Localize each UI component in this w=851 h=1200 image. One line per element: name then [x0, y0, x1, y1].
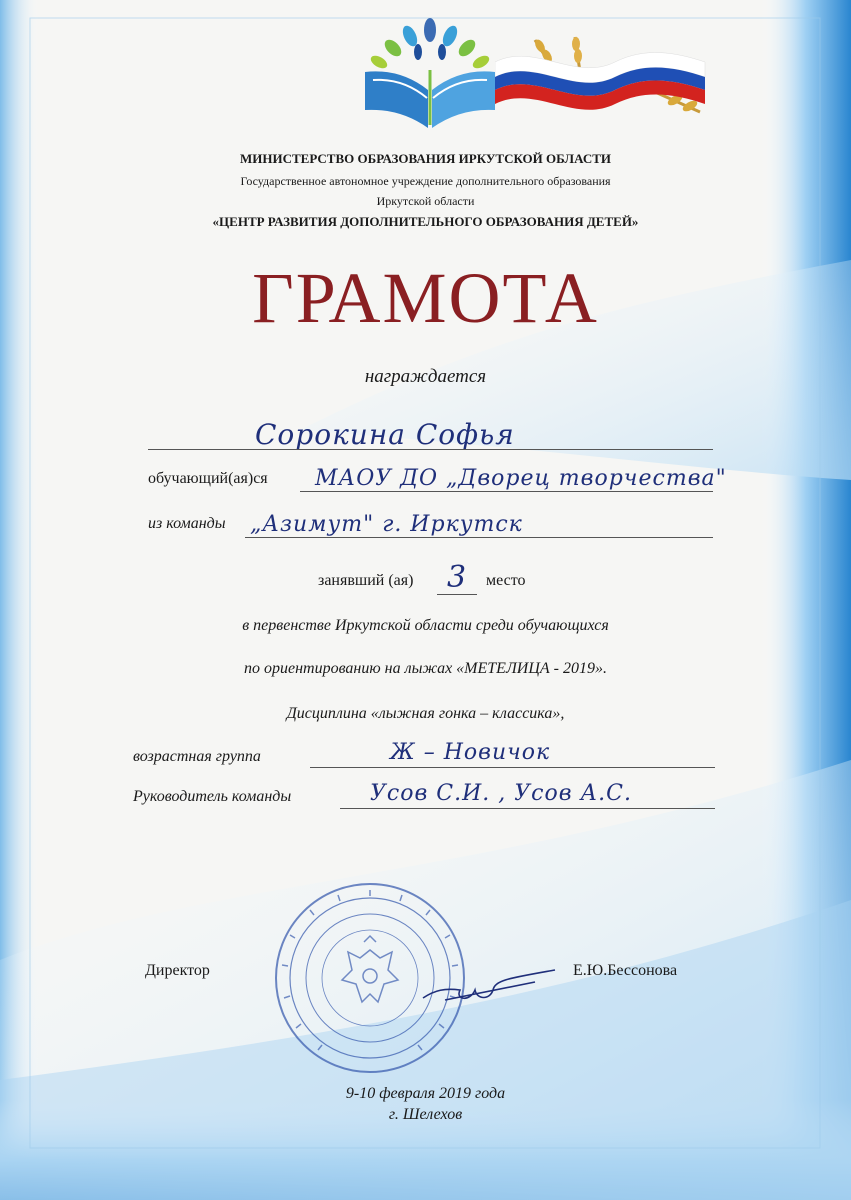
director-label: Директор [145, 962, 210, 979]
student-underline [300, 491, 713, 492]
recipient-underline [148, 449, 713, 450]
certificate-title: ГРАМОТА [252, 258, 599, 338]
event-date: 9-10 февраля 2019 года [345, 1085, 506, 1102]
age-group-value: Ж – Новичок [390, 740, 551, 765]
team-value: „Азимут" г. Иркутск [250, 512, 523, 537]
recipient-name: Сорокина Софья [255, 418, 515, 451]
ministry-heading: МИНИСТЕРСТВО ОБРАЗОВАНИЯ ИРКУТСКОЙ ОБЛАСТИ [239, 151, 612, 166]
place-label-after: место [486, 572, 526, 589]
team-leader-underline [340, 808, 715, 809]
place-value: 3 [447, 560, 468, 595]
place-label-before: занявший (ая) [318, 572, 414, 589]
competition-line-1: в первенстве Иркутской области среди обучающихся [242, 617, 609, 634]
logo-book-icon [365, 70, 495, 128]
institution-line-2: Иркутской области [376, 194, 475, 208]
event-city: г. Шелехов [388, 1106, 463, 1123]
discipline-text: Дисциплина «лыжная гонка – классика», [286, 705, 565, 722]
flag-ribbon [495, 32, 710, 122]
awarded-label: награждается [364, 366, 487, 387]
institution-line-1: Государственное автономное учреждение дополнительного образования [240, 174, 611, 188]
team-leader-label: Руководитель команды [133, 788, 292, 805]
student-value: МАОУ ДО „Дворец творчества" [315, 466, 727, 491]
team-label: из команды [148, 515, 226, 532]
student-label: обучающий(ая)ся [148, 470, 268, 487]
team-underline [245, 537, 713, 538]
place-underline [437, 594, 477, 595]
age-group-label: возрастная группа [133, 748, 261, 765]
director-name: Е.Ю.Бессонова [573, 962, 678, 979]
coat-of-arms-icon [342, 936, 398, 1002]
age-group-underline [310, 767, 715, 768]
logo-leaves-icon [369, 18, 492, 71]
institution-name: «ЦЕНТР РАЗВИТИЯ ДОПОЛНИТЕЛЬНОГО ОБРАЗОВАНИЯ ДЕТЕЙ» [212, 214, 639, 229]
competition-line-2: по ориентированию на лыжах «МЕТЕЛИЦА - 2019». [244, 660, 607, 677]
team-leader-value: Усов С.И. , Усов А.С. [370, 781, 632, 806]
director-signature [415, 960, 565, 1010]
education-logo [355, 10, 505, 130]
